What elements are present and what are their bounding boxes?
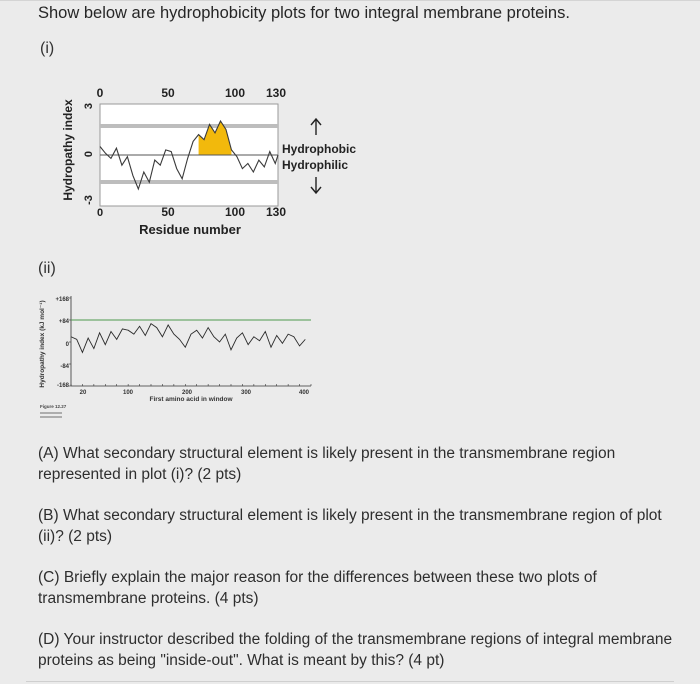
plot-ii-label: (ii)	[38, 260, 56, 277]
plot-i-top-tick: 0	[96, 86, 104, 100]
question-d: (D) Your instructor described the folding of the transmembrane regions of integral membrane proteins as being "inside-out". What is meant by this? (4 pt)	[38, 631, 673, 669]
plot-i-bottom-tick: 130	[265, 205, 287, 219]
plot-ii-series-line	[71, 324, 305, 353]
question-a: (A) What secondary structural element is likely present in the transmembrane region represented in plot (i)? (2 pts)	[38, 445, 616, 483]
plot-i-y-axis-label: Hydropathy index	[61, 99, 75, 201]
question-c: (C) Briefly explain the major reason for the differences between these two plots of transmembrane proteins. (4 pts)	[38, 569, 597, 607]
plot-i-top-tick: 50	[161, 86, 175, 100]
plot-ii-y-tick: -84	[60, 364, 69, 370]
plot-i-bottom-tick: 50	[161, 205, 175, 219]
plot-i-y-tick: 0	[83, 150, 95, 158]
up-arrow-icon	[311, 119, 321, 135]
plot-ii-caption-title: Figure 12.27	[40, 404, 67, 409]
hydropathy-plot-ii	[36, 284, 326, 426]
plot-ii-x-tick: 200	[181, 390, 193, 396]
legend-hydrophobic: Hydrophobic	[282, 142, 356, 156]
plot-ii-x-tick: 400	[298, 390, 310, 396]
plot-i-y-tick: 3	[83, 102, 95, 110]
plot-i-label: (i)	[40, 40, 55, 57]
plot-ii-caption-lines	[40, 413, 62, 417]
intro-text: Show below are hydrophobicity plots for two integral membrane proteins.	[38, 4, 570, 22]
plot-ii-x-axis-label: First amino acid in window	[149, 396, 233, 403]
plot-ii-y-axis-label: Hydropathy index (kJ mol⁻¹)	[39, 300, 46, 388]
down-arrow-icon	[311, 177, 321, 193]
plot-i-top-tick: 130	[265, 86, 287, 100]
plot-ii-x-tick: 300	[240, 390, 252, 396]
plot-ii-y-tick: +84	[58, 319, 69, 325]
plot-ii-y-tick: -168	[56, 383, 69, 389]
plot-ii-y-tick: 0	[65, 342, 69, 348]
plot-i-top-tick: 100	[224, 86, 246, 100]
plot-ii-marks	[69, 298, 311, 386]
question-b: (B) What secondary structural element is likely present in the transmembrane region of plot (ii)? (2 pts)	[38, 507, 662, 545]
plot-i-y-tick: -3	[83, 195, 95, 205]
plot-i-x-axis-label: Residue number	[139, 222, 241, 237]
plot-ii-x-tick: 100	[122, 390, 134, 396]
page-bottom-rule	[26, 681, 674, 682]
plot-i-bottom-tick: 0	[96, 207, 104, 219]
legend-hydrophilic: Hydrophilic	[282, 158, 349, 172]
plot-i-layout	[61, 86, 356, 237]
plot-i-bottom-tick: 100	[224, 205, 246, 219]
plot-ii-y-tick: +168	[55, 297, 69, 303]
hydropathy-plot-i	[58, 78, 378, 248]
page-top-rule	[0, 0, 700, 1]
plot-ii-x-tick: 20	[79, 390, 87, 396]
